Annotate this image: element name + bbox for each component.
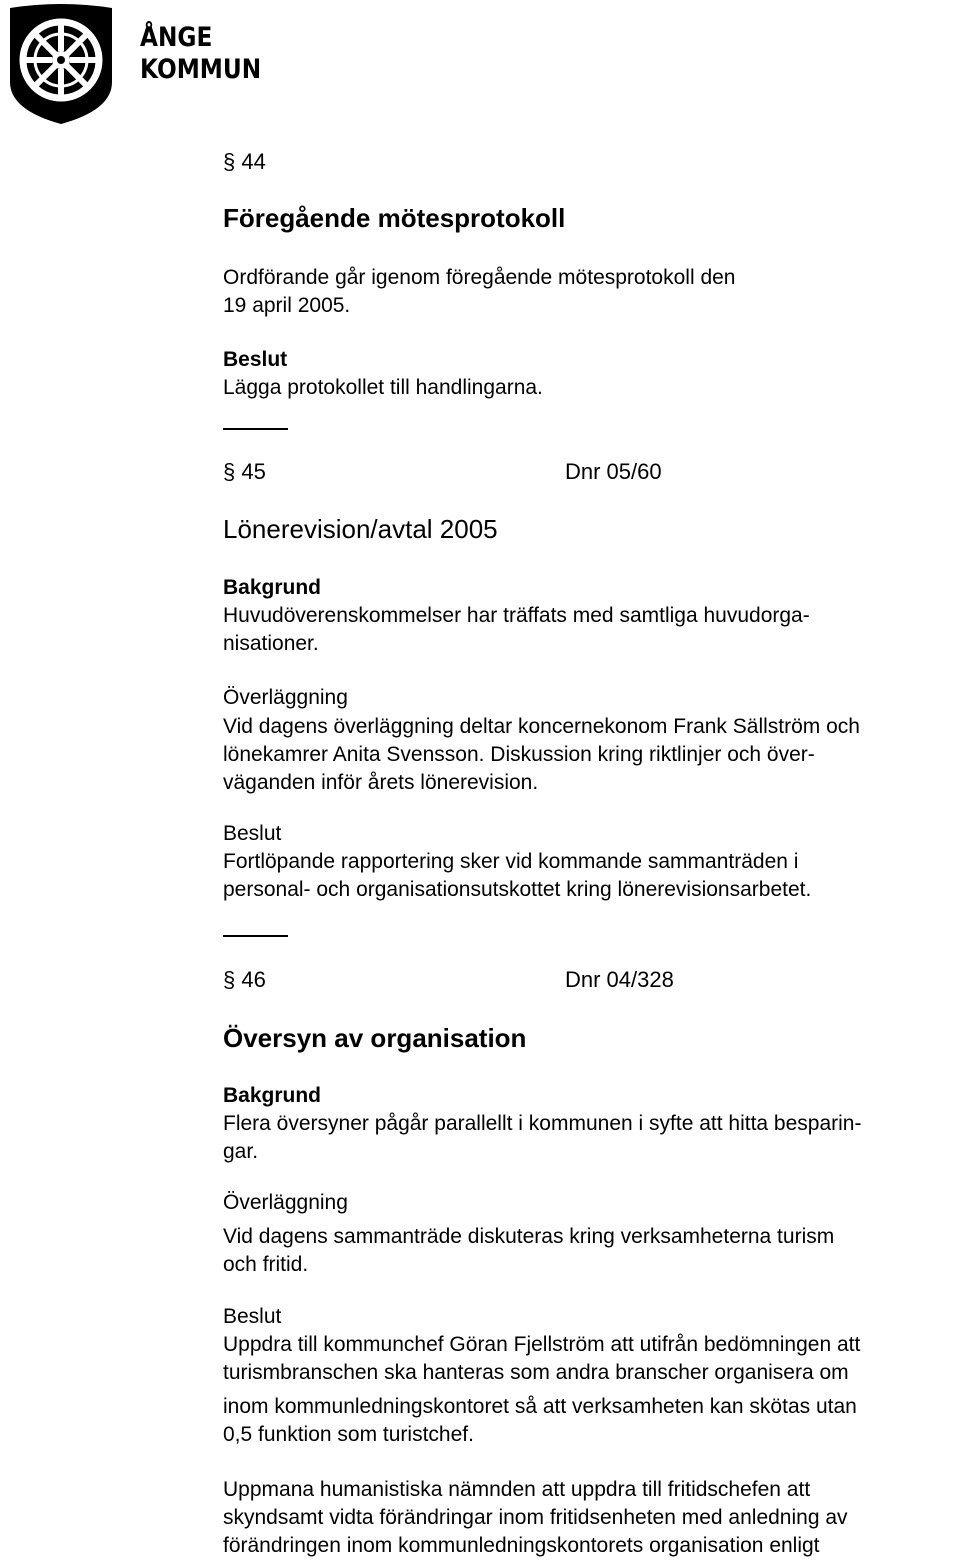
- section-46-number: § 46: [223, 967, 266, 992]
- section-46-uppmana-line-3: förändringen inom kommunledningskontorets organisation enligt: [223, 1534, 820, 1557]
- logo-wordmark: [140, 22, 261, 86]
- section-45-beslut-heading: Beslut: [223, 822, 282, 845]
- section-45-overlaggning-line-2: lönekamrer Anita Svensson. Diskussion kring riktlinjer och över-: [223, 743, 815, 766]
- section-45-number: § 45: [223, 459, 266, 484]
- section-46-bakgrund-line-2: gar.: [223, 1140, 259, 1163]
- section-46-title: Översyn av organisation: [223, 1023, 527, 1053]
- wheel-shield-icon: [6, 2, 116, 126]
- section-46-beslut-line-2: turismbranschen ska hanteras som andra branscher organisera om: [223, 1361, 849, 1384]
- section-45-beslut-line-2: personal- och organisationsutskottet kring lönerevisionsarbetet.: [223, 878, 812, 901]
- section-44-beslut-text: Lägga protokollet till handlingarna.: [223, 376, 543, 399]
- section-46-overlaggning-heading: Överläggning: [223, 1191, 348, 1214]
- section-45-bakgrund-line-2: nisationer.: [223, 632, 319, 655]
- section-46-bakgrund-line-1: Flera översyner pågår parallellt i kommunen i syfte att hitta besparin-: [223, 1112, 862, 1135]
- section-44-title: Föregående mötesprotokoll: [223, 203, 566, 233]
- section-46-dnr: Dnr 04/328: [565, 967, 674, 992]
- municipality-logo: [0, 0, 260, 130]
- section-45-title: Lönerevision/avtal 2005: [223, 514, 498, 544]
- logo-line-1: ÅNGE: [140, 22, 213, 53]
- section-46-uppmana-line-1: Uppmana humanistiska nämnden att uppdra till fritidschefen att: [223, 1478, 811, 1501]
- section-45-beslut-line-1: Fortlöpande rapportering sker vid kommande sammanträden i: [223, 850, 799, 873]
- section-46-overlaggning-line-2: och fritid.: [223, 1253, 309, 1276]
- section-45-dnr: Dnr 05/60: [565, 459, 662, 484]
- section-45-bakgrund-heading: Bakgrund: [223, 576, 322, 599]
- section-45-overlaggning-line-3: väganden inför årets lönerevision.: [223, 771, 539, 794]
- section-46-overlaggning-line-1: Vid dagens sammanträde diskuteras kring verksamheterna turism: [223, 1225, 835, 1248]
- section-46-beslut-line-1: Uppdra till kommunchef Göran Fjellström att utifrån bedömningen att: [223, 1333, 861, 1356]
- section-44-beslut-heading: Beslut: [223, 348, 288, 371]
- section-46-beslut-line-3: inom kommunledningskontoret så att verksamheten kan skötas utan: [223, 1395, 857, 1418]
- section-46-beslut-line-4: 0,5 funktion som turistchef.: [223, 1423, 474, 1446]
- logo-line-2: KOMMUN: [140, 54, 262, 85]
- section-45-overlaggning-heading: Överläggning: [223, 686, 348, 709]
- section-46-uppmana-line-2: skyndsamt vidta förändringar inom fritidsenheten med anledning av: [223, 1506, 848, 1529]
- section-divider: [223, 935, 288, 937]
- section-46-bakgrund-heading: Bakgrund: [223, 1084, 322, 1107]
- section-44-intro-line-2: 19 april 2005.: [223, 294, 351, 317]
- section-44-number: § 44: [223, 149, 266, 174]
- section-46-beslut-heading: Beslut: [223, 1305, 282, 1328]
- section-divider: [223, 428, 288, 430]
- section-45-overlaggning-line-1: Vid dagens överläggning deltar koncernekonom Frank Sällström och: [223, 715, 860, 738]
- section-45-bakgrund-line-1: Huvudöverenskommelser har träffats med samtliga huvudorga-: [223, 604, 810, 627]
- section-44-intro-line-1: Ordförande går igenom föregående mötesprotokoll den: [223, 266, 736, 289]
